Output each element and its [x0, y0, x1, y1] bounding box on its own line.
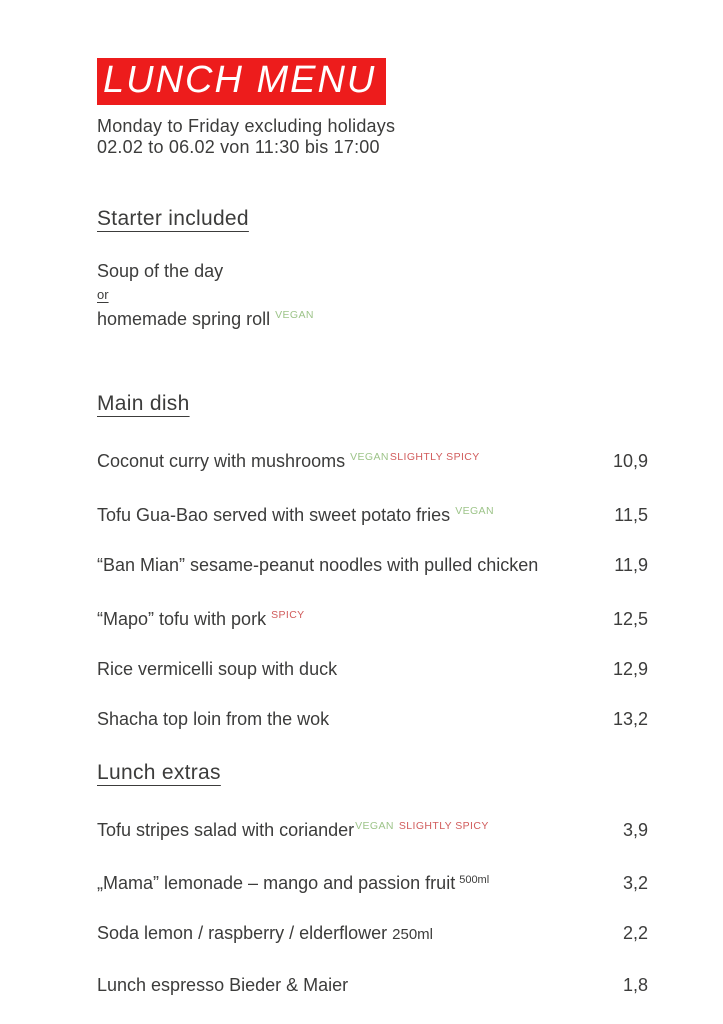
- menu-item-row: [97, 871, 648, 892]
- menu-item-row: [97, 817, 648, 839]
- menu-item-row: [97, 556, 648, 574]
- starter-option-2-text: homemade spring roll: [97, 309, 271, 329]
- item-price: 11,9: [614, 555, 648, 575]
- item-name: [97, 710, 329, 728]
- starter-options: [97, 260, 648, 330]
- main-items: [97, 448, 648, 728]
- item-text: Coconut curry with mushrooms: [97, 451, 346, 471]
- item-price: 12,9: [612, 659, 648, 679]
- vegan-tag: VEGAN: [275, 309, 314, 321]
- spicy-tag: SPICY: [271, 609, 305, 621]
- menu-item-row: [97, 924, 648, 944]
- item-text: “Ban Mian” sesame-peanut noodles with pulled chicken: [97, 555, 539, 575]
- menu-item-row: [97, 502, 648, 524]
- menu-title-banner: [97, 58, 386, 105]
- item-text: Rice vermicelli soup with duck: [97, 659, 338, 679]
- item-text: Shacha top loin from the wok: [97, 709, 330, 729]
- menu-subtitle: [97, 116, 648, 158]
- subtitle-line-2: 02.02 to 06.02 von 11:30 bis 17:00: [97, 137, 380, 157]
- item-price: 13,2: [612, 709, 648, 729]
- menu-item-row: [97, 710, 648, 728]
- menu-item-row: [97, 976, 648, 994]
- vegan-tag: VEGAN: [355, 820, 394, 832]
- item-size: 250ml: [392, 926, 433, 943]
- menu-item-row: [97, 448, 648, 470]
- item-price: 1,8: [622, 975, 648, 995]
- item-text: Soda lemon / raspberry / elderflower: [97, 923, 388, 943]
- menu-item-row: [97, 660, 648, 678]
- item-price: 3,2: [622, 873, 648, 893]
- item-price: 11,5: [614, 505, 648, 525]
- item-name: [97, 556, 538, 574]
- starter-section-heading: Starter included: [97, 207, 249, 230]
- menu-item-row: [97, 606, 648, 628]
- spicy-tag: SLIGHTLY SPICY: [398, 820, 489, 832]
- item-name: [97, 606, 305, 628]
- item-name: [97, 448, 480, 470]
- item-name: [97, 660, 337, 678]
- vegan-tag: VEGAN: [350, 451, 389, 463]
- item-text: „Mama” lemonade – mango and passion fruit: [97, 873, 456, 893]
- vegan-tag: VEGAN: [455, 505, 494, 517]
- item-name: [97, 924, 433, 944]
- main-section-heading: Main dish: [97, 392, 190, 415]
- subtitle-line-1: Monday to Friday excluding holidays: [97, 116, 396, 136]
- item-price: 12,5: [612, 609, 648, 629]
- item-text: Tofu Gua-Bao served with sweet potato fries: [97, 505, 451, 525]
- item-text: Lunch espresso Bieder & Maier: [97, 975, 349, 995]
- item-price: 3,9: [622, 820, 648, 840]
- starter-or-label: or: [97, 287, 109, 302]
- item-name: [97, 976, 348, 994]
- item-name: [97, 502, 494, 524]
- starter-option-1: Soup of the day: [97, 261, 224, 281]
- item-text: Tofu stripes salad with coriander: [97, 820, 355, 840]
- item-size: 500ml: [459, 874, 490, 886]
- spicy-tag: SLIGHTLY SPICY: [389, 451, 480, 463]
- extras-section-heading: Lunch extras: [97, 761, 221, 784]
- menu-title: LUNCH MENU: [103, 59, 377, 101]
- item-text: “Mapo” tofu with pork: [97, 609, 267, 629]
- item-name: [97, 817, 489, 839]
- item-price: 10,9: [612, 451, 648, 471]
- extras-items: [97, 817, 648, 994]
- starter-option-2: [97, 304, 648, 330]
- item-name: [97, 871, 489, 892]
- item-price: 2,2: [622, 923, 648, 943]
